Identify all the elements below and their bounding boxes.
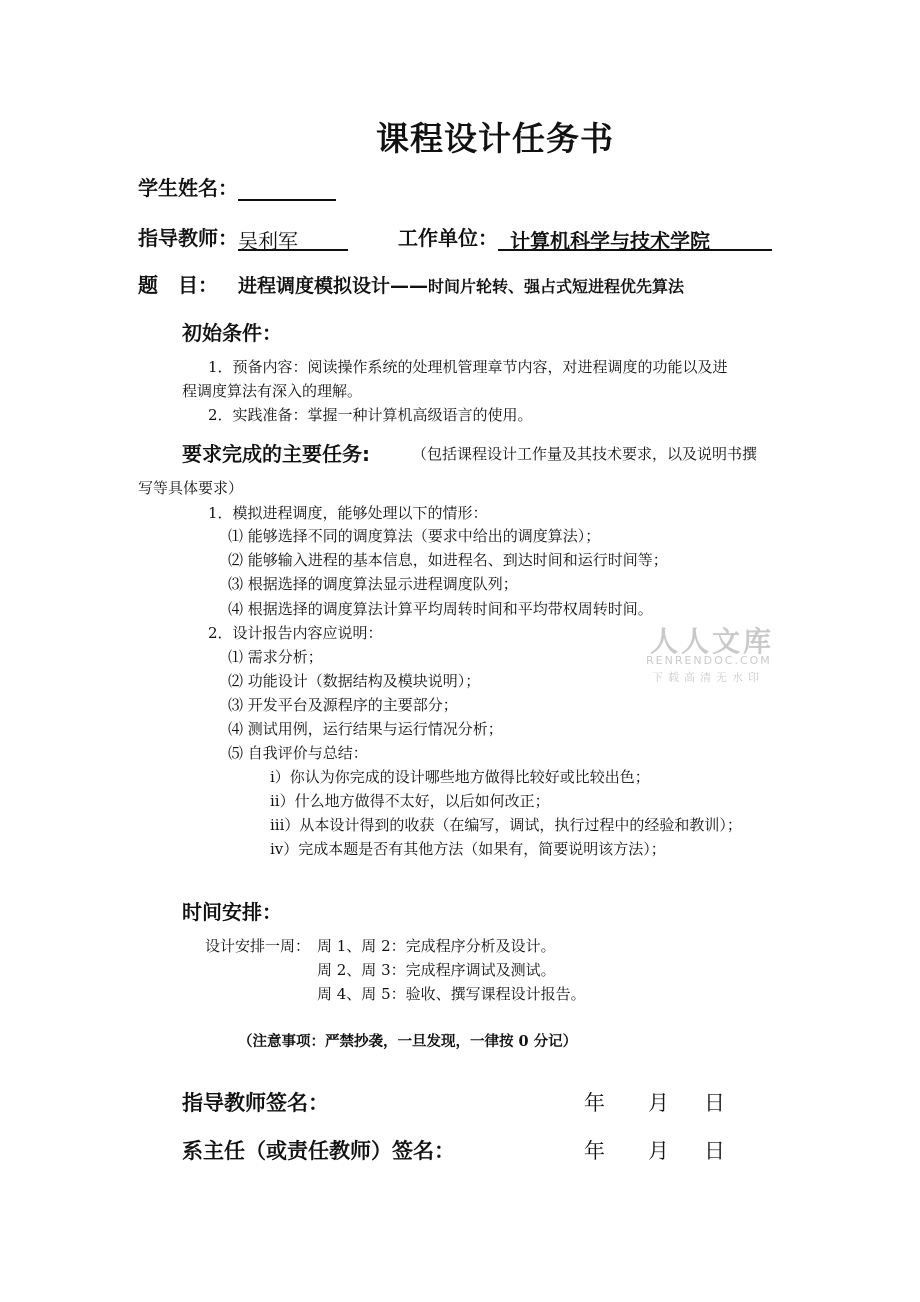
task-item-1-sub: ⑷ 根据选择的调度算法计算平均周转时间和平均带权周转时间。 (228, 600, 653, 618)
self-eval-item: ii）什么地方做得不太好，以后如何改正； (270, 792, 550, 810)
schedule-heading: 时间安排： (182, 900, 282, 924)
unit-value: 计算机科学与技术学院 (498, 225, 772, 251)
schedule-row: 周 1、周 2：完成程序分析及设计。 (317, 937, 556, 955)
advisor-sign-day: 日 (704, 1091, 725, 1115)
head-sign-month: 月 (648, 1139, 669, 1163)
topic-value-main: 进程调度模拟设计—— (238, 275, 429, 297)
task-item-1: 1．模拟进程调度，能够处理以下的情形： (208, 504, 488, 522)
task-item-2: 2．设计报告内容应说明： (208, 624, 383, 642)
main-tasks-heading: 要求完成的主要任务: (182, 442, 370, 466)
self-eval-item: i）你认为你完成的设计哪些地方做得比较好或比较出色； (270, 768, 650, 786)
advisor-signature-label: 指导教师签名： (182, 1091, 329, 1115)
task-item-1-sub: ⑴ 能够选择不同的调度算法（要求中给出的调度算法）； (228, 527, 601, 545)
head-sign-year: 年 (584, 1139, 605, 1163)
student-name-blank (238, 175, 336, 201)
unit-label: 工作单位： (398, 226, 498, 250)
schedule-row: 周 4、周 5：验收、撰写课程设计报告。 (317, 985, 586, 1003)
main-tasks-note-b: 写等具体要求） (138, 479, 244, 497)
watermark-brand: 人人文库 (650, 625, 775, 658)
watermark-domain: RENRENDOC.COM (646, 654, 772, 667)
task-item-2-sub: ⑵ 功能设计（数据结构及模块说明）； (228, 672, 481, 690)
head-sign-day: 日 (704, 1139, 725, 1163)
document-title: 课程设计任务书 (376, 119, 614, 158)
task-item-2-sub: ⑴ 需求分析； (228, 648, 323, 666)
student-name-row (138, 172, 336, 201)
topic-value-sub: 时间片轮转、强占式短进程优先算法 (428, 277, 685, 296)
head-signature-label: 系主任（或责任教师）签名： (182, 1139, 455, 1163)
advisor-value: 吴利军 (238, 225, 348, 251)
advisor-sign-month: 月 (648, 1091, 669, 1115)
initial-line-1a: 1．预备内容：阅读操作系统的处理机管理章节内容，对进程调度的功能以及进 (208, 358, 728, 376)
initial-conditions-heading: 初始条件： (182, 321, 282, 345)
schedule-lead: 设计安排一周： (205, 937, 311, 955)
watermark-tagline: 下载高清无水印 (652, 671, 764, 684)
unit-row (398, 222, 772, 251)
schedule-row: 周 2、周 3：完成程序调试及测试。 (317, 961, 556, 979)
advisor-row (138, 222, 348, 251)
task-item-1-sub: ⑶ 根据选择的调度算法显示进程调度队列； (228, 575, 518, 593)
self-eval-item: iv）完成本题是否有其他方法（如果有，简要说明该方法）； (270, 840, 666, 858)
initial-line-2: 2．实践准备：掌握一种计算机高级语言的使用。 (208, 406, 533, 424)
advisor-label: 指导教师： (138, 226, 238, 250)
main-tasks-note-a: （包括课程设计工作量及其技术要求，以及说明书撰 (412, 445, 758, 463)
task-item-1-sub: ⑵ 能够输入进程的基本信息，如进程名、到达时间和运行时间等； (228, 551, 668, 569)
student-name-label: 学生姓名： (138, 176, 238, 200)
task-item-2-sub: ⑷ 测试用例，运行结果与运行情况分析； (228, 720, 503, 738)
task-item-2-sub: ⑸ 自我评价与总结： (228, 744, 368, 762)
initial-line-1b: 程调度算法有深入的理解。 (182, 382, 363, 400)
self-eval-item: iii）从本设计得到的收获（在编写，调试，执行过程中的经验和教训）； (270, 816, 742, 834)
advisor-sign-year: 年 (584, 1091, 605, 1115)
topic-row (138, 269, 684, 298)
topic-label: 题 目： (138, 273, 218, 297)
notice-text: （注意事项：严禁抄袭，一旦发现，一律按 0 分记） (238, 1033, 578, 1050)
task-item-2-sub: ⑶ 开发平台及源程序的主要部分； (228, 696, 458, 714)
